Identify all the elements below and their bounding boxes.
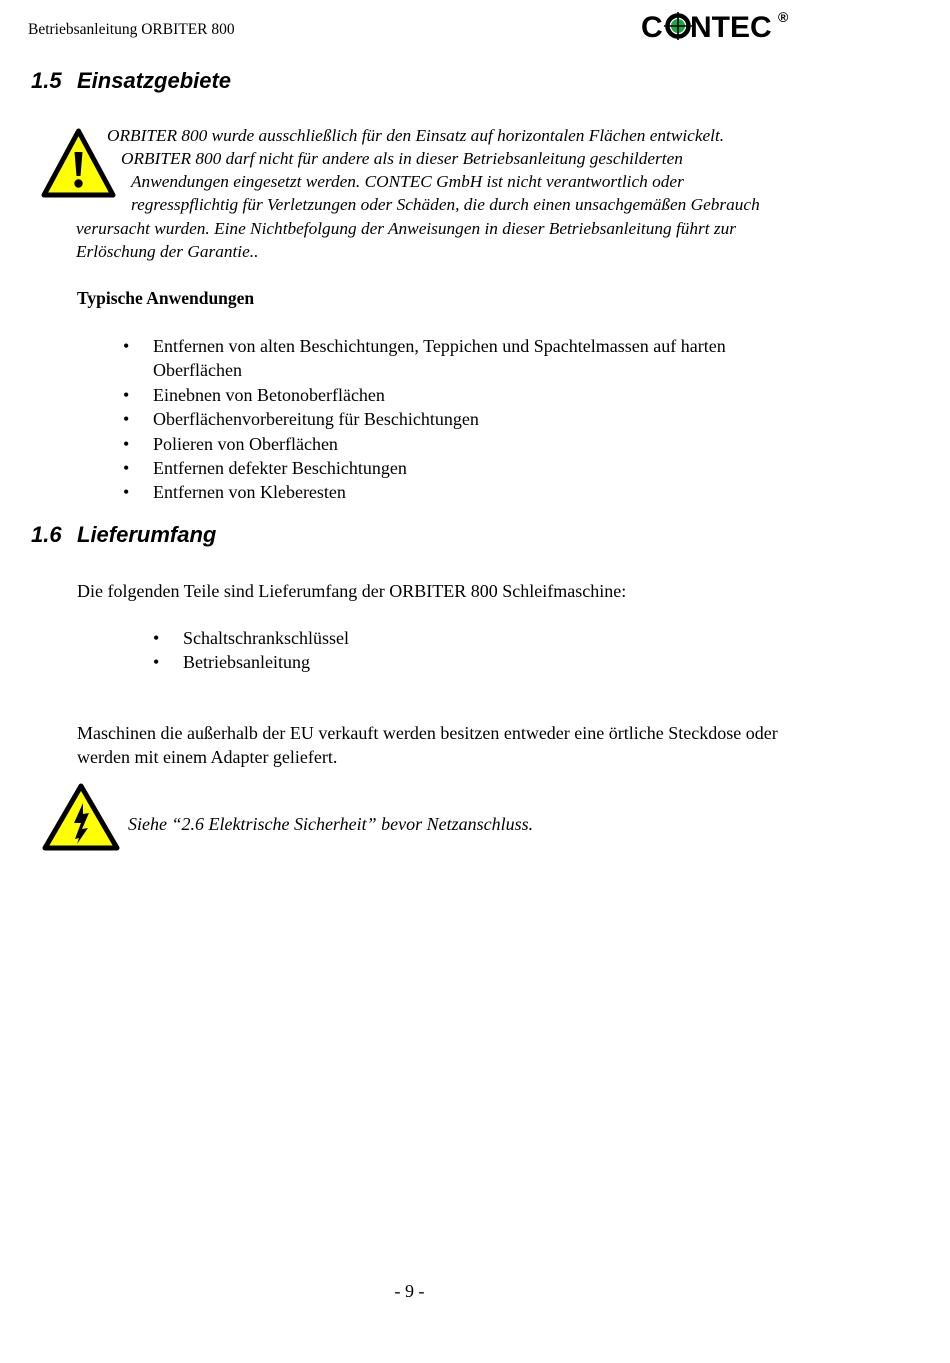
list-item-line: Schaltschrankschlüssel xyxy=(183,628,349,648)
warning-line: Anwendungen eingesetzt werden. CONTEC GmbH ist nicht verantwortlich oder xyxy=(131,172,684,191)
crosshair-logo-icon xyxy=(664,12,692,40)
applications-list xyxy=(123,334,726,505)
bullet-icon: • xyxy=(123,458,130,479)
document-title: Betriebsanleitung ORBITER 800 xyxy=(28,21,235,38)
bullet-icon: • xyxy=(123,482,130,503)
scope-intro-paragraph: Die folgenden Teile sind Lieferumfang der ORBITER 800 Schleifmaschine: xyxy=(77,581,627,601)
bullet-icon: • xyxy=(153,628,160,648)
warning-line: regresspflichtig für Verletzungen oder Schäden, die durch einen unsachgemäßen Gebrauch xyxy=(131,195,760,214)
list-item-line: Oberflächen xyxy=(153,360,242,381)
section-title: Einsatzgebiete xyxy=(77,68,232,93)
section-heading-1-5 xyxy=(31,68,231,94)
contec-logo xyxy=(641,6,801,46)
warning-line: verursacht wurden. Eine Nichtbefolgung der Anweisungen in dieser Betriebsanleitung führt zur xyxy=(76,219,736,238)
list-item xyxy=(123,334,726,383)
section-title: Lieferumfang xyxy=(77,522,217,547)
section-number: 1.5 xyxy=(31,68,62,93)
list-item-line: Entfernen von Kleberesten xyxy=(153,482,346,503)
list-item-line: Polieren von Oberflächen xyxy=(153,433,338,454)
section-number: 1.6 xyxy=(31,522,62,547)
bullet-icon: • xyxy=(123,384,130,405)
list-item xyxy=(153,650,349,674)
warning-line: Erlöschung der Garantie.. xyxy=(76,242,259,261)
registered-mark: ® xyxy=(778,9,789,25)
list-item xyxy=(123,432,726,456)
list-item-line: Einebnen von Betonoberflächen xyxy=(153,384,385,405)
eu-line: Maschinen die außerhalb der EU verkauft werden besitzen entweder eine örtliche Steckdose oder xyxy=(77,723,778,743)
bullet-icon: • xyxy=(123,409,130,430)
eu-line: werden mit einem Adapter geliefert. xyxy=(77,747,338,767)
logo-text-ntec: NTEC xyxy=(690,11,772,44)
applications-subheading: Typische Anwendungen xyxy=(77,288,255,308)
list-item xyxy=(123,383,726,407)
warning-line: ORBITER 800 wurde ausschließlich für den Einsatz auf horizontalen Flächen entwickelt. xyxy=(107,126,725,145)
logo-text-c: C xyxy=(641,11,663,44)
warning-line: ORBITER 800 darf nicht für andere als in dieser Betriebsanleitung geschilderten xyxy=(121,149,683,168)
list-item-line: Entfernen defekter Beschichtungen xyxy=(153,458,407,479)
electrical-safety-note: Siehe “2.6 Elektrische Sicherheit” bevor Netzanschluss. xyxy=(128,814,534,834)
list-item xyxy=(123,456,726,480)
exclamation-warning-icon xyxy=(41,128,116,198)
bullet-icon: • xyxy=(123,433,130,454)
page-number: - 9 - xyxy=(394,1281,425,1301)
list-item xyxy=(123,407,726,431)
bullet-icon: • xyxy=(123,336,130,356)
section-heading-1-6 xyxy=(31,522,216,548)
scope-list xyxy=(153,626,349,675)
eu-paragraph xyxy=(77,721,778,769)
electric-hazard-icon xyxy=(42,783,120,851)
list-item-line: Entfernen von alten Beschichtungen, Teppichen und Spachtelmassen auf harten xyxy=(153,336,726,356)
list-item xyxy=(123,480,726,504)
bullet-icon: • xyxy=(153,652,160,673)
list-item xyxy=(153,626,349,650)
list-item-line: Oberflächenvorbereitung für Beschichtungen xyxy=(153,409,479,430)
list-item-line: Betriebsanleitung xyxy=(183,652,310,673)
